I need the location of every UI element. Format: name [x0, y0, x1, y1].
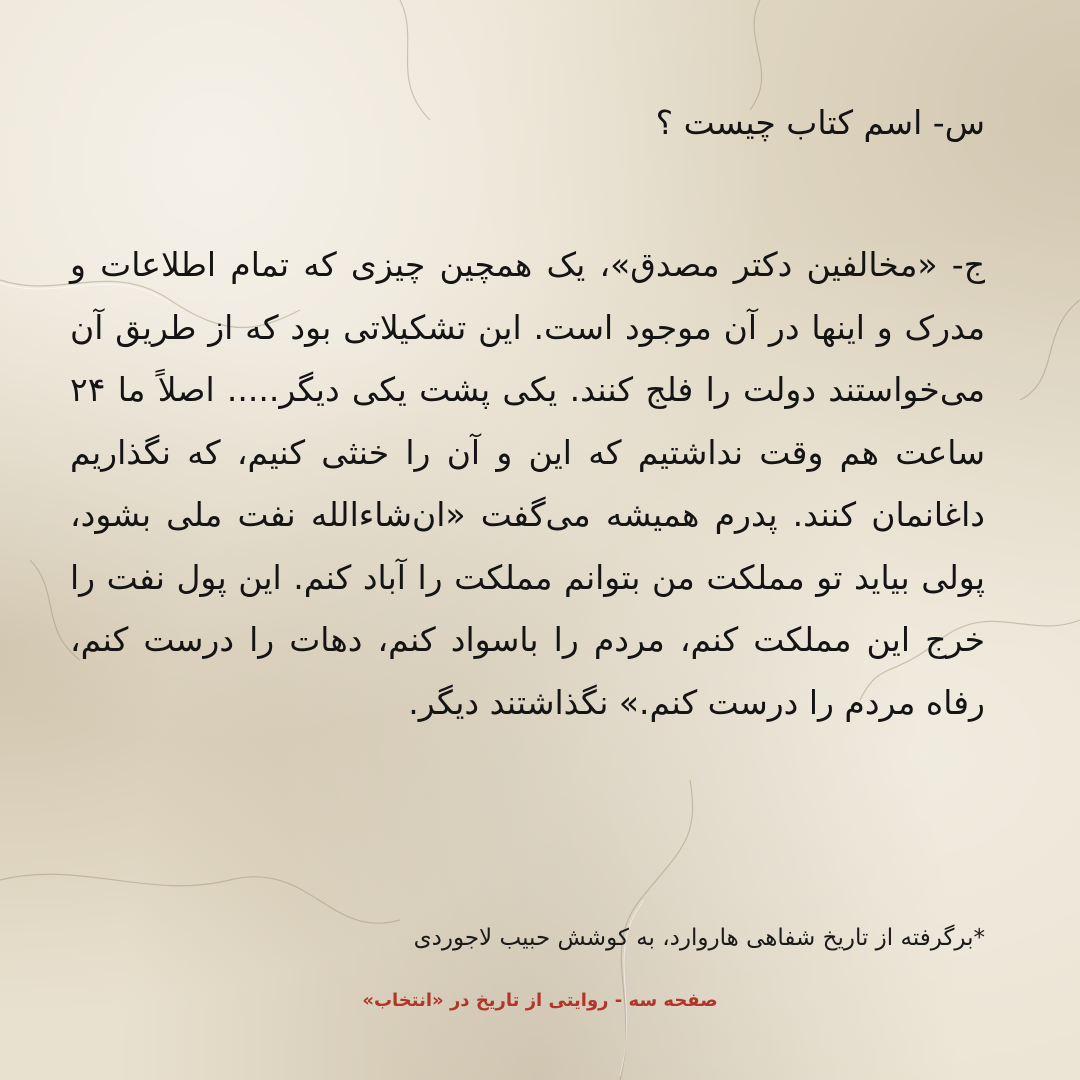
- footer-caption: صفحه سه - روایتی از تاریخ در «انتخاب»: [362, 990, 718, 1011]
- source-note: *برگرفته از تاریخ شفاهی هاروارد، به کوشش حبیب لاجوردی: [413, 925, 985, 951]
- document-body: [70, 92, 985, 734]
- answer-text: ج- «مخالفین دکتر مصدق»، یک همچین چیزی که تمام اطلاعات و مدرک و اینها در آن موجود است. این تشکیلاتی بود که از طریق آن می‌خواستند دولت را فلج کنند. یکی پشت یکی دیگر..... اصلاً ما ۲۴ ساعت هم وقت نداشتیم که این و آن را خنثی کنیم، که نگذاریم داغانمان کنند. پدرم همیشه می‌گفت «ان‌شاءالله نفت ملی بشود، پولی بیاید تو مملکت من بتوانم مملکت را آباد کنم. این پول نفت را خرج این مملکت کنم، مردم را باسواد کنم، دهات را درست کنم، رفاه مردم را درست کنم.» نگذاشتند دیگر.: [70, 245, 985, 722]
- question-text: س- اسم کتاب چیست ؟: [655, 103, 985, 142]
